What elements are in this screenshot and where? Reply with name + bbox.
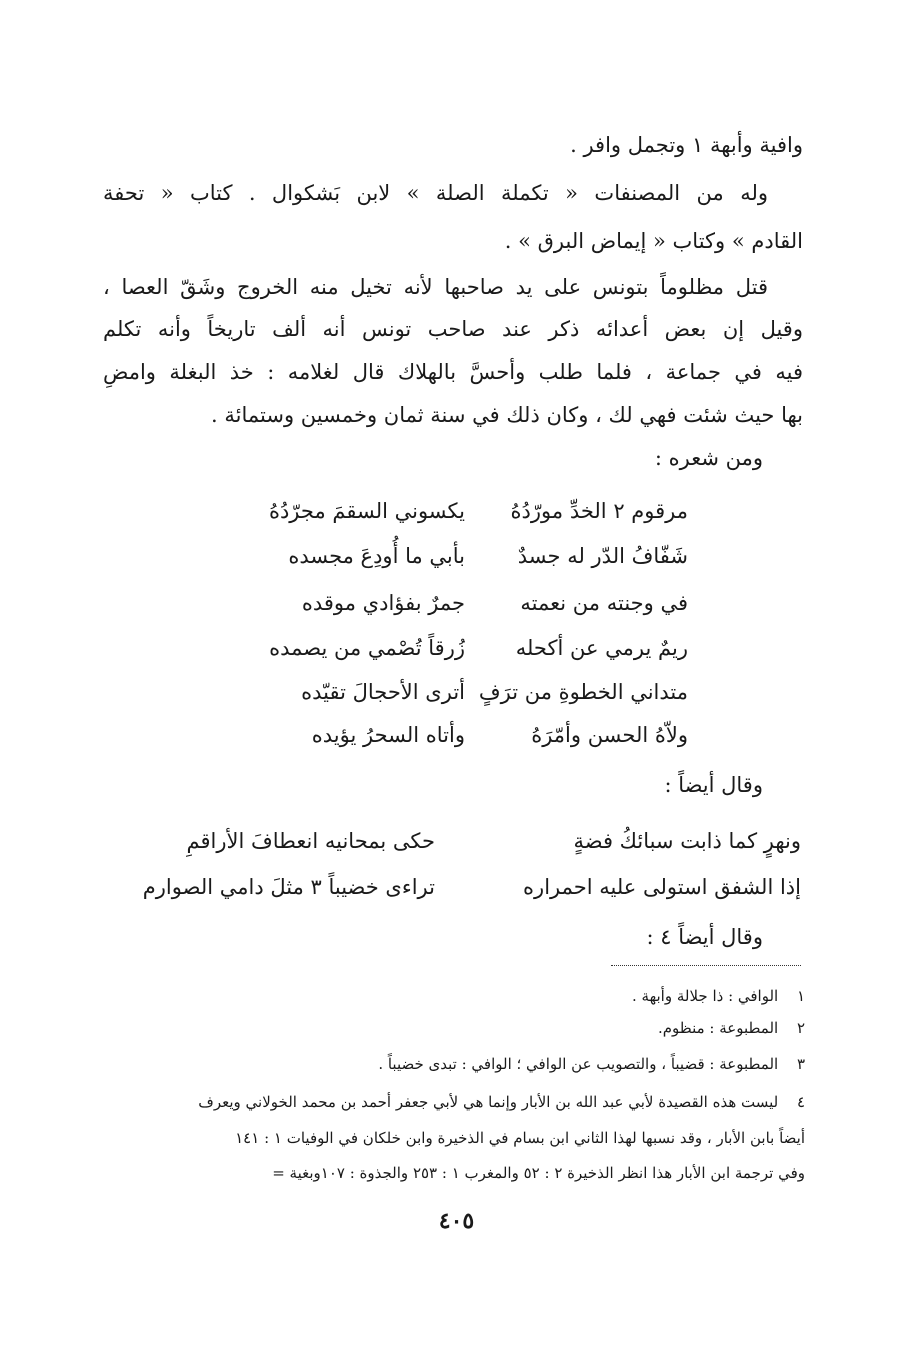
poetry-intro: ومن شعره : [654,446,763,470]
footnote-2-number: ٢ [796,1019,805,1037]
body-line-1: وافية وأبهة ١ وتجمل وافر . [570,133,803,157]
footnote-4-text-3: وفي ترجمة ابن الأبار هذا انظر الذخيرة ٢ : ٥٢ والمغرب ١ : ٢٥٣ والجذوة : ١٠٧وبغية = [272,1164,805,1182]
footnote-1-number: ١ [796,987,805,1005]
footnote-4-number: ٤ [796,1093,805,1111]
footnote-2-text: المطبوعة : منظوم. [657,1019,779,1037]
body-line-5: وقيل إن بعض أعدائه ذكر عند صاحب تونس أنه ألف تاريخاً وأنه تكلم [103,317,803,341]
poem1-verse-4-second-hemistich: زُرقاً تُصْمي من يصمده [269,636,465,660]
poem1-verse-6-second-hemistich: وأتاه السحرُ يؤيده [311,723,465,747]
poem3-intro: وقال أيضاً ٤ : [646,925,763,949]
body-line-3: القادم » وكتاب « إيماض البرق » . [504,229,803,253]
footnote-3-number: ٣ [796,1055,805,1073]
poem1-verse-1-first-hemistich: مرقوم ٢ الخدِّ مورّدُهُ [510,499,688,523]
poem1-verse-2-first-hemistich: شَفّافُ الدّر له جسدٌ [517,544,688,568]
poem1-verse-5-second-hemistich: أترى الأحجالَ تقيّده [301,680,465,704]
body-line-6: فيه في جماعة ، فلما طلب وأحسَّ بالهلاك قال لغلامه : خذ البغلة وامضِ [103,360,803,384]
poem1-verse-5-first-hemistich: متداني الخطوةِ من ترَفٍ [478,680,688,704]
footnote-4-text-2: أيضاً بابن الأبار ، وقد نسبها لهذا الثاني ابن بسام في الذخيرة وابن خلكان في الوفيات ١ : ١٤١ [235,1129,805,1147]
footnote-4-line-3 [100,1162,805,1184]
footnote-4-line-2 [100,1127,805,1149]
poem2-intro: وقال أيضاً : [664,773,763,797]
poem1-verse-4-first-hemistich: ريمٌ يرمي عن أكحله [515,636,688,660]
poem2-verse-2-second-hemistich: تراءى خضيباً ٣ مثلَ دامي الصوارم [142,875,435,899]
footnote-2 [100,1017,805,1039]
body-line-7: بها حيث شئت فهي لك ، وكان ذلك في سنة ثمان وخمسين وستمائة . [211,403,803,427]
body-line-2: وله من المصنفات « تكملة الصلة » لابن بَشكوال . كتاب « تحفة [103,181,768,205]
poem1-verse-3-second-hemistich: جمرٌ بفؤادي موقده [301,591,465,615]
footnote-divider [611,965,801,966]
poem2-verse-1-second-hemistich: حكى بمحانيه انعطافَ الأراقمِ [186,829,435,853]
footnote-1-text: الوافي : ذا جلالة وأبهة . [632,987,779,1005]
poem1-verse-1-second-hemistich: يكسوني السقمَ مجرّدُهُ [268,499,465,523]
poem1-verse-3-first-hemistich: في وجنته من نعمته [520,591,688,615]
footnote-3-text: المطبوعة : قضيباً ، والتصويب عن الوافي ؛ الوافي : تبدى خضيباً . [378,1055,779,1073]
body-line-4: قتل مظلوماً بتونس على يد صاحبها لأنه تخيل منه الخروج وشَقّ العصا ، [103,275,768,299]
footnote-1 [100,985,805,1007]
footnote-4-line-1 [100,1091,805,1113]
poem1-verse-2-second-hemistich: بأبي ما أُودِعَ مجسده [288,544,465,568]
footnote-4-text-1: ليست هذه القصيدة لأبي عبد الله بن الأبار وإنما هي لأبي جعفر أحمد بن محمد الخولاني ويعرف [198,1093,779,1111]
poem2-verse-1-first-hemistich: ونهرٍ كما ذابت سبائكُ فضةٍ [573,829,801,853]
poem1-verse-6-first-hemistich: ولاّهُ الحسن وأمّرَهُ [531,723,688,747]
poem2-verse-2-first-hemistich: إذا الشفق استولى عليه احمراره [523,875,801,899]
page-number: ٤٠٥ [438,1208,475,1234]
footnote-3 [100,1053,805,1075]
